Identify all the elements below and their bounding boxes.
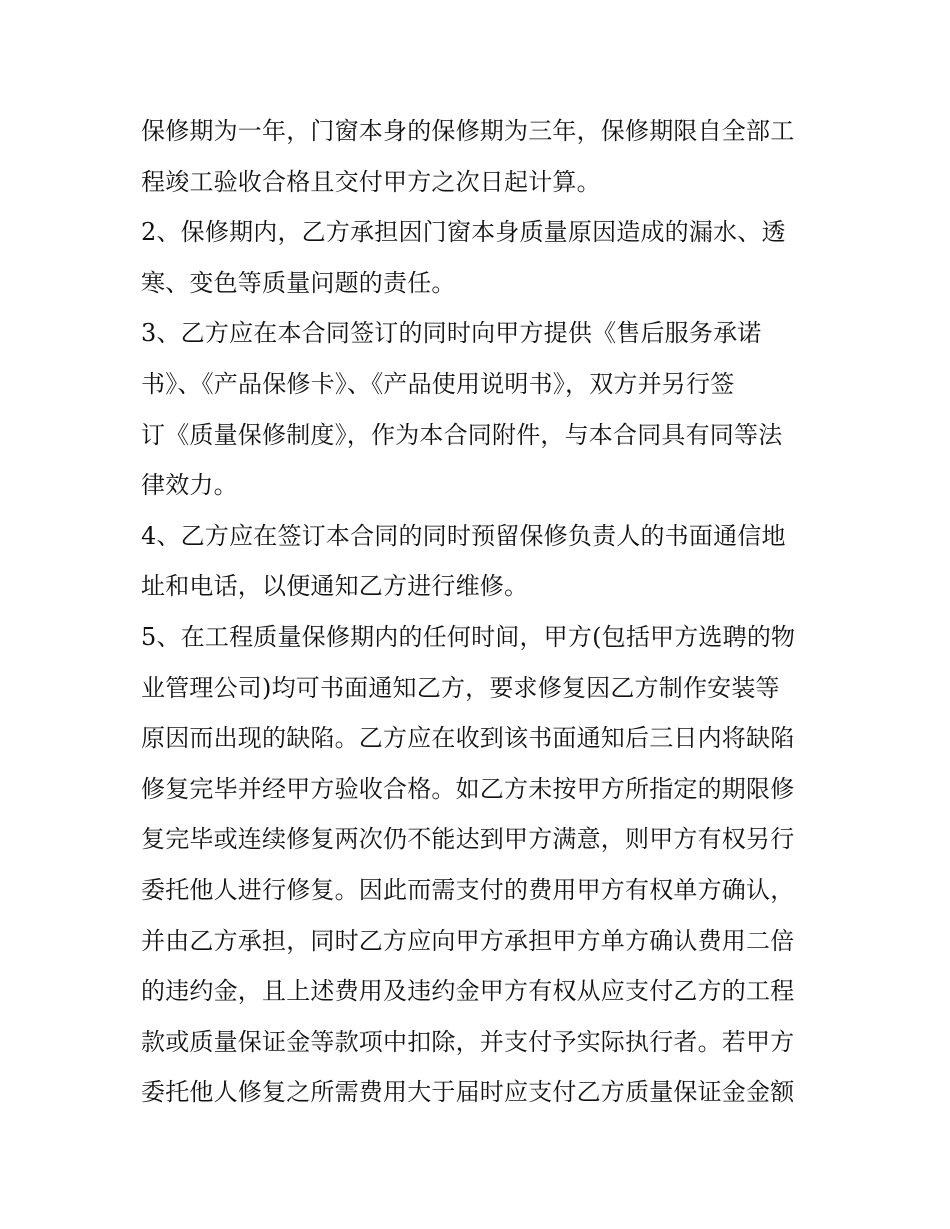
text-line: 并由乙方承担，同时乙方应向甲方承担甲方单方确认费用二倍 xyxy=(141,926,795,955)
text-line: 原因而出现的缺陷。乙方应在收到该书面通知后三日内将缺陷 xyxy=(141,724,795,753)
text-line: 3、乙方应在本合同签订的同时向甲方提供《售后服务承诺 xyxy=(141,319,762,348)
text-line: 程竣工验收合格且交付甲方之次日起计算。 xyxy=(141,167,601,196)
text-line: 修复完毕并经甲方验收合格。如乙方未按甲方所指定的期限修 xyxy=(141,774,795,803)
text-line: 律效力。 xyxy=(141,471,238,500)
text-line: 寒、变色等质量问题的责任。 xyxy=(141,268,456,297)
text-line: 业管理公司)均可书面通知乙方，要求修复因乙方制作安装等 xyxy=(141,673,780,702)
text-line: 2、保修期内，乙方承担因门窗本身质量原因造成的漏水、透 xyxy=(141,218,786,247)
text-line: 委托他人修复之所需费用大于届时应支付乙方质量保证金金额 xyxy=(141,1078,795,1107)
text-line: 款或质量保证金等款项中扣除，并支付予实际执行者。若甲方 xyxy=(141,1027,795,1056)
contract-text-block xyxy=(141,106,821,1118)
text-line: 的违约金，且上述费用及违约金甲方有权从应支付乙方的工程 xyxy=(141,977,795,1006)
text-line: 订《质量保修制度》，作为本合同附件，与本合同具有同等法 xyxy=(141,420,783,449)
text-line: 委托他人进行修复。因此而需支付的费用甲方有权单方确认， xyxy=(141,875,795,904)
text-line: 保修期为一年，门窗本身的保修期为三年，保修期限自全部工 xyxy=(141,117,795,145)
text-line: 复完毕或连续修复两次仍不能达到甲方满意，则甲方有权另行 xyxy=(141,825,795,854)
text-line: 址和电话，以便通知乙方进行维修。 xyxy=(141,572,529,601)
text-line: 4、乙方应在签订本合同的同时预留保修负责人的书面通信地 xyxy=(141,521,786,550)
text-line: 5、在工程质量保修期内的任何时间，甲方(包括甲方选聘的物 xyxy=(141,622,796,651)
text-line: 书》、《产品保修卡》、《产品使用说明书》，双方并另行签 xyxy=(141,369,735,398)
